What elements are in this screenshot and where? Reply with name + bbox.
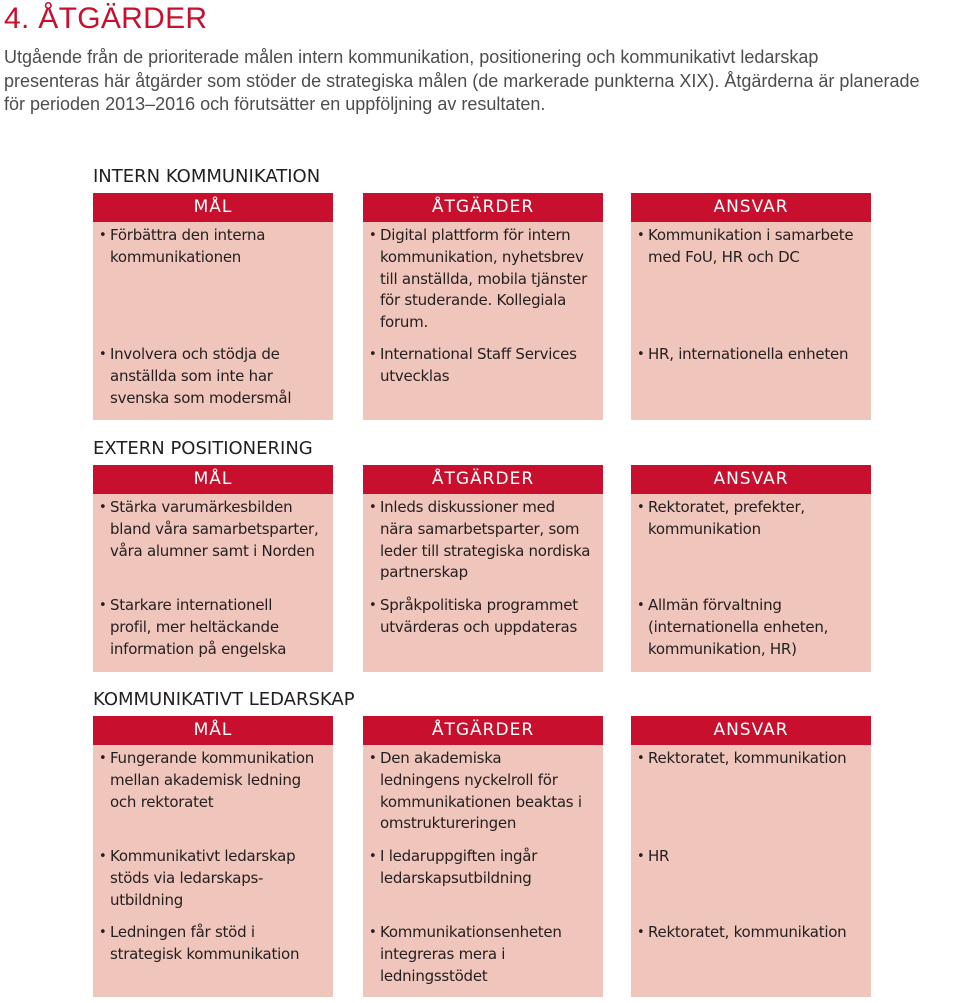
goal-text: Fungerande kommunikation mellan akademisk ledning och rektoratet: [110, 749, 315, 811]
section-heading-kommunikativt-ledarskap: KOMMUNIKATIVT LEDARSKAP: [93, 689, 355, 710]
action-item: [369, 748, 601, 835]
bullet-icon: •: [99, 500, 107, 515]
bullet-icon: •: [369, 751, 377, 766]
column-goals: [93, 193, 333, 420]
bullet-icon: •: [637, 598, 645, 613]
goal-text: Kommunikativt ledarskap stöds via ledarskaps- utbildning: [110, 847, 296, 909]
action-text: International Staff Services utvecklas: [380, 345, 577, 385]
column-goals: [93, 465, 333, 672]
goal-text: Starkare internationell profil, mer heltäckande information på engelska: [110, 596, 287, 658]
goal-item: [99, 922, 331, 966]
responsibility-item: [637, 595, 869, 660]
column-header-actions: ÅTGÄRDER: [363, 193, 603, 222]
responsibility-text: Kommunikation i samarbete med FoU, HR och DC: [648, 226, 854, 266]
bullet-icon: •: [637, 849, 645, 864]
action-text: Språkpolitiska programmet utvärderas och uppdateras: [380, 596, 578, 636]
bullet-icon: •: [637, 347, 645, 362]
page-heading: 4. ÅTGÄRDER: [4, 2, 208, 35]
bullet-icon: •: [369, 598, 377, 613]
responsibility-item: [637, 922, 869, 944]
responsibility-text: Allmän förvaltning (internationella enheten, kommunikation, HR): [648, 596, 829, 658]
goal-item: [99, 225, 331, 269]
column-header-actions: ÅTGÄRDER: [363, 465, 603, 494]
column-actions: [363, 193, 603, 420]
action-item: [369, 344, 601, 388]
bullet-icon: •: [99, 228, 107, 243]
goal-text: Förbättra den interna kommunikationen: [110, 226, 266, 266]
bullet-icon: •: [369, 347, 377, 362]
bullet-icon: •: [637, 751, 645, 766]
goal-item: [99, 344, 331, 409]
goal-item: [99, 595, 331, 660]
column-header-goals: MÅL: [93, 465, 333, 494]
bullet-icon: •: [637, 228, 645, 243]
goal-text: Ledningen får stöd i strategisk kommunikation: [110, 923, 300, 963]
intro-line: Utgående från de prioriterade målen intern kommunikation, positionering och kommunikativt ledarskap: [4, 47, 819, 67]
responsibility-item: [637, 748, 869, 770]
column-responsibility: [631, 193, 871, 420]
goal-item: [99, 497, 331, 562]
action-text: Digital plattform för intern kommunikation, nyhetsbrev till anställda, mobila tjänster för studerande. Kollegiala forum.: [380, 226, 588, 332]
responsibility-item: [637, 225, 869, 269]
column-actions: [363, 716, 603, 997]
intro-line: presenteras här åtgärder som stöder de strategiska målen (de markerade punkterna XIX). Åtgärderna är planerade: [4, 70, 920, 91]
column-responsibility: [631, 465, 871, 672]
bullet-icon: •: [369, 925, 377, 940]
action-item: [369, 846, 601, 890]
section-heading-extern-positionering: EXTERN POSITIONERING: [93, 438, 313, 459]
column-header-goals: MÅL: [93, 193, 333, 222]
column-header-goals: MÅL: [93, 716, 333, 745]
column-goals: [93, 716, 333, 997]
responsibility-text: Rektoratet, kommunikation: [648, 923, 847, 941]
column-header-responsibility: ANSVAR: [631, 193, 871, 222]
responsibility-text: Rektoratet, prefekter, kommunikation: [648, 498, 805, 538]
column-header-responsibility: ANSVAR: [631, 465, 871, 494]
bullet-icon: •: [99, 751, 107, 766]
action-text: I ledaruppgiften ingår ledarskapsutbildning: [380, 847, 538, 887]
bullet-icon: •: [99, 598, 107, 613]
bullet-icon: •: [637, 500, 645, 515]
goal-text: Stärka varumärkesbilden bland våra samarbetsparter, våra alumner samt i Norden: [110, 498, 319, 560]
action-text: Inleds diskussioner med nära samarbetsparter, som leder till strategiska nordiska partnerskap: [380, 498, 591, 582]
goal-item: [99, 846, 331, 911]
bullet-icon: •: [369, 228, 377, 243]
responsibility-text: Rektoratet, kommunikation: [648, 749, 847, 767]
action-item: [369, 225, 601, 334]
bullet-icon: •: [637, 925, 645, 940]
bullet-icon: •: [99, 849, 107, 864]
section-heading-intern-kommunikation: INTERN KOMMUNIKATION: [93, 166, 321, 187]
column-header-actions: ÅTGÄRDER: [363, 716, 603, 745]
column-actions: [363, 465, 603, 672]
responsibility-item: [637, 846, 869, 868]
intro-paragraph: [4, 46, 960, 117]
intro-line: för perioden 2013–2016 och förutsätter en uppföljning av resultaten.: [4, 94, 546, 114]
action-text: Kommunikationsenheten integreras mera i ledningsstödet: [380, 923, 562, 985]
responsibility-item: [637, 497, 869, 541]
bullet-icon: •: [99, 347, 107, 362]
bullet-icon: •: [99, 925, 107, 940]
action-text: Den akademiska ledningens nyckelroll för kommunikationen beaktas i omstruktureringen: [380, 749, 582, 833]
bullet-icon: •: [369, 849, 377, 864]
goal-text: Involvera och stödja de anställda som inte har svenska som modersmål: [110, 345, 292, 407]
column-header-responsibility: ANSVAR: [631, 716, 871, 745]
action-item: [369, 595, 601, 639]
goal-item: [99, 748, 331, 813]
action-item: [369, 922, 601, 987]
responsibility-item: [637, 344, 869, 366]
action-item: [369, 497, 601, 584]
column-responsibility: [631, 716, 871, 997]
responsibility-text: HR: [648, 847, 670, 865]
responsibility-text: HR, internationella enheten: [648, 345, 849, 363]
bullet-icon: •: [369, 500, 377, 515]
